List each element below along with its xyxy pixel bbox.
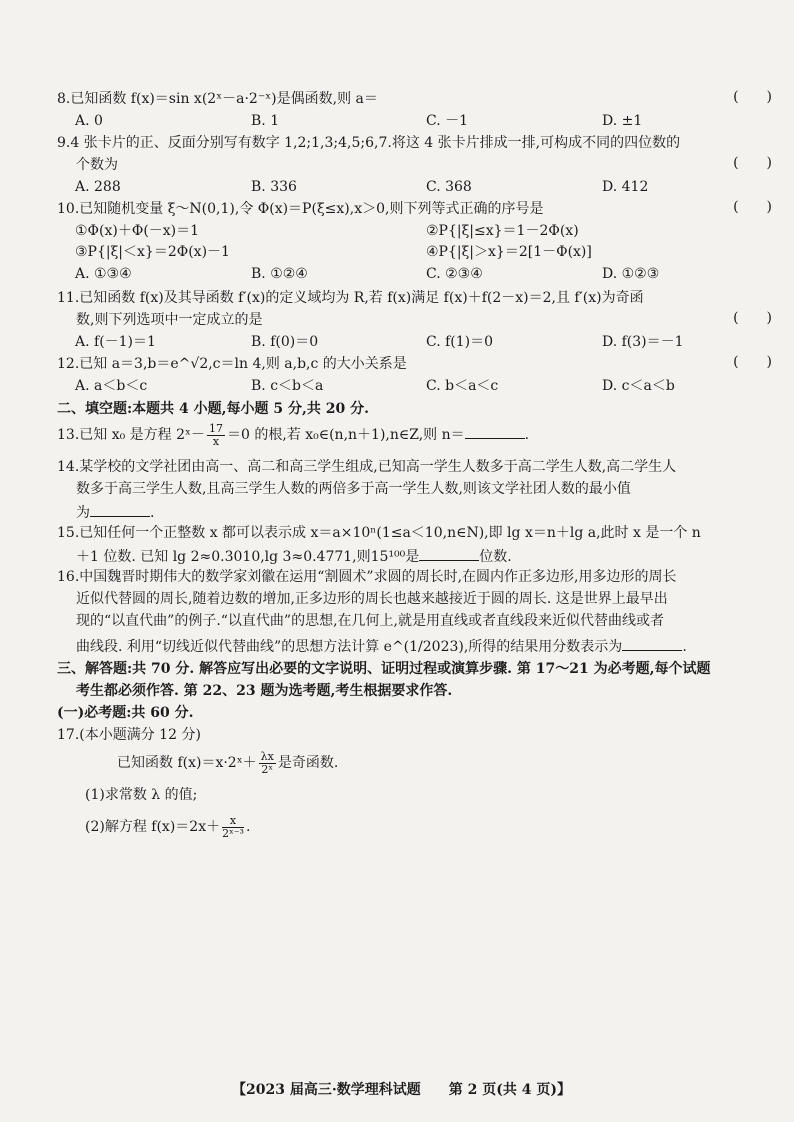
q16-stem-line1: 16.中国魏晋时期伟大的数学家刘徽在运用“割圆术”求圆的周长时,在圆内作正多边形,用多边形的周长 — [57, 569, 677, 585]
section-3-heading-line1: 三、解答题:共 70 分. 解答应写出必要的文字说明、证明过程或演算步骤. 第 17～21 为必考题,每个试题 — [57, 661, 711, 677]
q14-stem-line1: 14.某学校的文学社团由高一、高二和高三学生组成,已知高一学生人数多于高二学生人数,高二学生人 — [57, 459, 677, 475]
section-3-part1-heading: (一)必考题:共 60 分. — [57, 705, 194, 721]
q11-answer-bracket: ( ) — [733, 310, 772, 326]
q17-fraction-denominator: 2ˣ — [261, 762, 274, 776]
q17-stem-pre: 已知函数 f(x)＝x·2ˣ＋ — [117, 755, 257, 771]
q12-option-d: D. c＜a＜b — [602, 378, 675, 394]
q9-option-d: D. 412 — [602, 179, 649, 195]
q8-option-c: C. －1 — [426, 113, 469, 129]
q10-answer-bracket: ( ) — [733, 199, 772, 215]
q17-part-2-fraction — [222, 815, 244, 840]
q17-fraction — [259, 751, 276, 776]
q17-fraction-numerator: λx — [260, 749, 274, 763]
q10-statement-2: ②P{|ξ|≤x}＝1－2Φ(x) — [426, 223, 579, 239]
q17-part-2-fraction-numerator: x — [222, 815, 244, 828]
q11-option-c: C. f(1)＝0 — [426, 334, 494, 350]
q15-stem-line2 — [76, 546, 512, 566]
q17-part-1: (1)求常数 λ 的值; — [85, 787, 198, 803]
q11-option-a: A. f(－1)＝1 — [75, 334, 156, 350]
q9-option-a: A. 288 — [75, 179, 121, 195]
q14-stem-end: . — [150, 505, 155, 521]
q13-stem-end: . — [524, 427, 530, 443]
q9-option-b: B. 336 — [251, 179, 297, 195]
q11-option-d: D. f(3)＝－1 — [602, 334, 684, 350]
q17-stem-post: 是奇函数. — [277, 755, 339, 771]
q9-stem-line1: 9.4 张卡片的正、反面分别写有数字 1,2;1,3;4,5;6,7.将这 4 张卡片排成一排,可构成不同的四位数的 — [57, 135, 681, 151]
q16-answer-blank — [622, 636, 682, 651]
q8-answer-bracket: ( ) — [733, 89, 772, 105]
q13-stem — [57, 422, 529, 448]
q12-option-b: B. c＜b＜a — [251, 378, 324, 394]
q12-option-a: A. a＜b＜c — [75, 378, 148, 394]
q11-stem-line1: 11.已知函数 f(x)及其导函数 f′(x)的定义域均为 R,若 f(x)满足 f(x)＋f(2－x)＝2,且 f′(x)为奇函 — [57, 290, 644, 306]
q13-fraction-denominator: x — [212, 434, 220, 448]
q15-stem-line1: 15.已知任何一个正整数 x 都可以表示成 x＝a×10ⁿ(1≤a＜10,n∈N),即 lg x＝n＋lg a,此时 x 是一个 n — [57, 525, 701, 541]
section-3-heading-line2: 考生都必须作答. 第 22、23 题为选考题,考生根据要求作答. — [76, 683, 453, 699]
q8-stem: 8.已知函数 f(x)＝sin x(2ˣ－a·2⁻ˣ)是偶函数,则 a＝ — [57, 91, 378, 107]
q16-stem-line4-pre: 曲线段. 利用“切线近似代替曲线”的思想方法计算 e^(1/2023),所得的结果用分数表示为 — [76, 639, 623, 655]
q9-answer-bracket: ( ) — [733, 155, 772, 171]
q9-stem-line2: 个数为 — [76, 157, 118, 173]
q10-option-c: C. ②③④ — [426, 266, 483, 282]
q14-stem-line3-text: 为 — [76, 505, 90, 521]
q9-option-c: C. 368 — [426, 179, 472, 195]
q8-option-b: B. 1 — [251, 113, 280, 129]
q13-stem-post: ＝0 的根,若 x₀∈(n,n＋1),n∈Z,则 n＝ — [226, 427, 465, 443]
q8-option-a: A. 0 — [75, 113, 103, 129]
q17-part-2 — [85, 812, 250, 842]
q14-answer-blank — [90, 502, 150, 517]
q17-heading: 17.(本小题满分 12 分) — [57, 727, 201, 743]
q17-part-2-fraction-denominator: 2ˣ⁻³ — [222, 826, 244, 840]
q10-statement-1: ①Φ(x)＋Φ(－x)＝1 — [75, 223, 200, 239]
q10-option-b: B. ①②④ — [251, 266, 308, 282]
q13-answer-blank — [465, 424, 525, 439]
q16-stem-line4 — [76, 636, 687, 656]
q16-stem-end: . — [682, 639, 687, 655]
section-2-heading: 二、填空题:本题共 4 小题,每小题 5 分,共 20 分. — [57, 401, 369, 417]
q12-answer-bracket: ( ) — [733, 354, 772, 370]
q11-option-b: B. f(0)＝0 — [251, 334, 319, 350]
q17-stem — [117, 748, 338, 778]
q14-stem-line3 — [76, 502, 154, 522]
q15-answer-blank — [419, 546, 479, 561]
q14-stem-line2: 数多于高三学生人数,且高三学生人数的两倍多于高一学生人数,则该文学社团人数的最小值 — [76, 481, 631, 497]
q15-stem-line2-pre: ＋1 位数. 已知 lg 2≈0.3010,lg 3≈0.4771,则15¹⁰⁰是 — [76, 549, 420, 565]
q12-stem: 12.已知 a＝3,b＝e^√2,c＝ln 4,则 a,b,c 的大小关系是 — [57, 356, 407, 372]
q10-option-d: D. ①②③ — [602, 266, 660, 282]
q10-stem: 10.已知随机变量 ξ～N(0,1),令 Φ(x)＝P(ξ≤x),x＞0,则下列等式正确的序号是 — [57, 201, 544, 217]
q10-statement-3: ③P{|ξ|＜x}＝2Φ(x)－1 — [75, 244, 230, 260]
q17-part-2-pre: (2)解方程 f(x)＝2x＋ — [85, 819, 221, 835]
q10-statement-4: ④P{|ξ|＞x}＝2[1－Φ(x)] — [426, 244, 592, 260]
q13-fraction-numerator: 17 — [208, 421, 223, 435]
q10-option-a: A. ①③④ — [75, 266, 132, 282]
q17-part-2-post: . — [245, 819, 251, 835]
q16-stem-line2: 近似代替圆的周长,随着边数的增加,正多边形的周长也越来越接近于圆的周长. 这是世界上最早出 — [76, 591, 668, 607]
q8-option-d: D. ±1 — [602, 113, 643, 129]
q13-fraction — [207, 423, 225, 448]
q13-stem-pre: 13.已知 x₀ 是方程 2ˣ－ — [57, 427, 205, 443]
q15-stem-line2-post: 位数. — [479, 549, 512, 565]
page-footer: 【2023 届高三·数学理科试题 第 2 页(共 4 页)】 — [232, 1082, 571, 1098]
q11-stem-line2: 数,则下列选项中一定成立的是 — [76, 312, 263, 328]
q16-stem-line3: 现的“以直代曲”的例子.“以直代曲”的思想,在几何上,就是用直线或者直线段来近似代替曲线或者 — [76, 613, 664, 629]
q12-option-c: C. b＜a＜c — [426, 378, 499, 394]
